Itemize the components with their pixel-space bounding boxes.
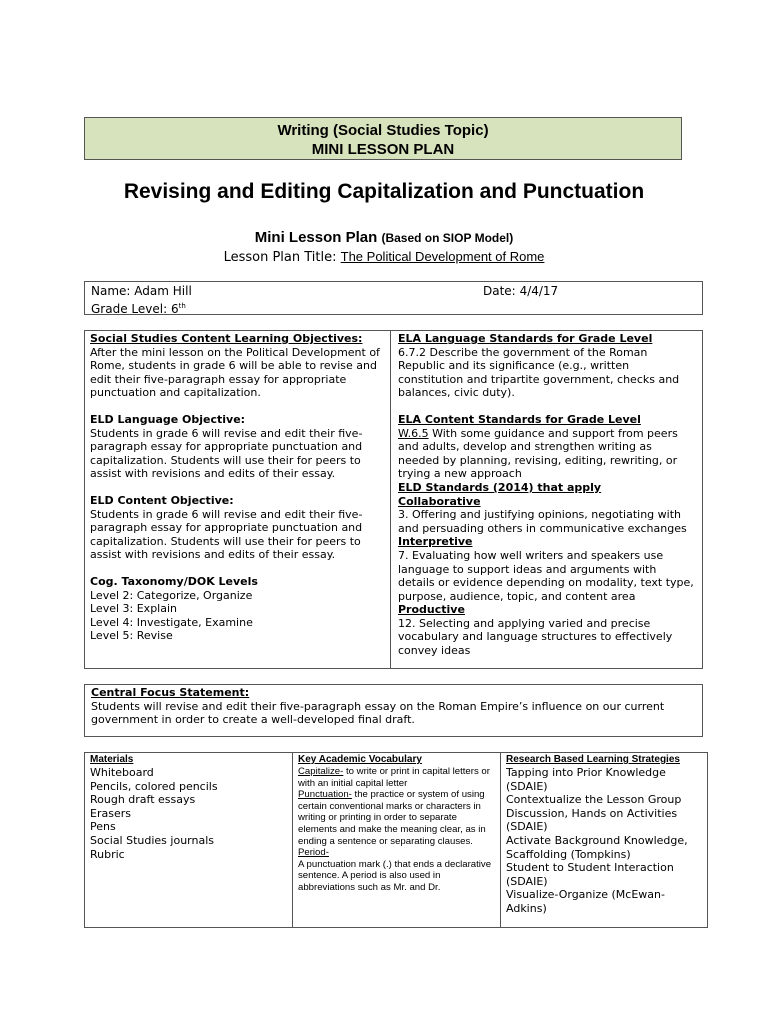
strategy-item: Activate Background Knowledge, Scaffolding (Tompkins) — [506, 833, 688, 861]
dok-level: Level 4: Investigate, Examine — [90, 615, 253, 629]
lesson-plan-title-label: Lesson Plan Title: — [223, 250, 337, 265]
vocab-punctuation — [298, 789, 495, 847]
ela-content-desc: With some guidance and support from peers and adults, develop and strengthen writing as needed by planning, revising, editing, rewriting, or trying a new approach — [398, 426, 678, 481]
materials-item: Rubric — [90, 847, 125, 861]
central-focus-text: Students will revise and edit their five-paragraph essay on the Roman Empire’s influence on our current government in order to create a well-developed final draft. — [91, 699, 665, 727]
objectives-column — [85, 331, 391, 668]
materials-column — [85, 753, 293, 927]
central-focus-box — [84, 684, 703, 737]
materials-item: Erasers — [90, 806, 131, 820]
materials-item: Rough draft essays — [90, 793, 196, 807]
interpretive-text: 7. Evaluating how well writers and speakers use language to support ideas and arguments with details or evidence depending on modality, text type, purpose, audience, topic, and content area — [398, 548, 694, 603]
name-label: Name: — [91, 284, 131, 298]
eld-language-heading: ELD Language Objective: — [90, 412, 246, 426]
subtitle-note: (Based on SIOP Model) — [381, 231, 514, 245]
vocab-term: Capitalize- — [298, 766, 344, 777]
vocab-definition: to write or print in capital letters or with an initial capital letter — [298, 766, 490, 789]
materials-item: Pens — [90, 820, 116, 834]
productive-heading: Productive — [398, 603, 465, 617]
teacher-info-box — [84, 281, 703, 315]
document-header — [84, 117, 682, 160]
strategies-heading: Research Based Learning Strategies — [506, 754, 680, 765]
strategy-item: Tapping into Prior Knowledge (SDAIE) — [506, 766, 666, 793]
date-value: 4/4/17 — [519, 284, 559, 298]
collaborative-heading: Collaborative — [398, 494, 481, 508]
ela-content-text — [398, 427, 695, 481]
materials-table — [84, 752, 708, 928]
materials-item: Pencils, colored pencils — [90, 779, 218, 793]
vocab-definition: the practice or system of using certain conventional marks or characters in writing or printing in order to separate elements and make the meaning clear, as in ending a sentence or separating clauses. — [298, 789, 486, 847]
collaborative-text: 3. Offering and justifying opinions, negotiating with and persuading others in communicative exchanges — [398, 508, 687, 535]
header-line2: MINI LESSON PLAN — [311, 141, 455, 158]
lesson-plan-title-line — [0, 249, 768, 265]
subtitle-main: Mini Lesson Plan — [254, 229, 378, 246]
ela-content-code: W.6.5 — [398, 426, 429, 440]
materials-heading: Materials — [90, 754, 134, 765]
ela-language-text: 6.7.2 Describe the government of the Roman Republic and its significance (e.g., written constitution and tripartite government, checks and balances, civic duty). — [398, 345, 680, 400]
date-line — [483, 284, 558, 299]
strategies-column — [501, 753, 707, 927]
dok-level: Level 2: Categorize, Organize — [90, 588, 253, 602]
ela-language-heading: ELA Language Standards for Grade Level — [398, 332, 653, 345]
vocab-capitalize — [298, 766, 495, 789]
vocab-term: Period- — [298, 847, 329, 859]
grade-label: Grade Level — [91, 302, 164, 316]
strategy-item: Visualize-Organize (McEwan-Adkins) — [506, 888, 665, 915]
eld-content-text: Students in grade 6 will revise and edit their five-paragraph essay for appropriate punctuation and capitalization. Students will use their for peers to assist with revisions and edits of their essay. — [90, 507, 363, 562]
central-focus-heading: Central Focus Statement: — [91, 686, 250, 699]
vocab-term: Punctuation- — [298, 789, 352, 801]
dok-level: Level 3: Explain — [90, 602, 178, 616]
date-label: Date: — [483, 284, 516, 298]
dok-level: Level 5: Revise — [90, 629, 173, 643]
lesson-plan-title-value: The Political Development of Rome — [340, 249, 545, 264]
page-title: Revising and Editing Capitalization and Punctuation — [123, 180, 645, 203]
grade-sup: th — [178, 302, 186, 310]
vocabulary-heading: Key Academic Vocabulary — [298, 754, 422, 765]
objectives-table — [84, 330, 703, 669]
strategy-item: Student to Student Interaction (SDAIE) — [506, 861, 674, 888]
dok-heading: Cog. Taxonomy/DOK Levels — [90, 574, 258, 588]
interpretive-heading: Interpretive — [398, 535, 473, 549]
vocab-definition: A punctuation mark (.) that ends a declarative sentence. A period is also used in abbreviations such as Mr. and Dr. — [298, 858, 492, 893]
vocabulary-column — [293, 753, 501, 927]
subtitle-line — [0, 229, 768, 246]
name-line — [91, 284, 696, 299]
materials-item: Whiteboard — [90, 766, 154, 779]
header-line1: Writing (Social Studies Topic) — [277, 122, 489, 139]
eld-standards-heading: ELD Standards (2014) that apply — [398, 480, 602, 494]
ela-content-heading: ELA Content Standards for Grade Level — [398, 412, 641, 426]
standards-column — [391, 331, 702, 668]
name-value: Adam Hill — [134, 284, 192, 298]
grade-value: 6 — [170, 302, 179, 316]
eld-language-text: Students in grade 6 will revise and edit their five-paragraph essay for appropriate punctuation and capitalization. Students will use their for peers to assist with revisions and edits of their essay. — [90, 426, 363, 481]
productive-text: 12. Selecting and applying varied and precise vocabulary and language structures to effectively convey ideas — [398, 616, 673, 658]
ss-objectives-text: After the mini lesson on the Political Development of Rome, students in grade 6 will be able to revise and edit their five-paragraph essay for appropriate punctuation and capitalization. — [90, 345, 380, 400]
materials-item: Social Studies journals — [90, 833, 214, 847]
eld-content-heading: ELD Content Objective: — [90, 493, 234, 507]
ss-objectives-heading: Social Studies Content Learning Objectives: — [90, 332, 363, 345]
strategy-item: Contextualize the Lesson Group Discussion, Hands on Activities (SDAIE) — [506, 793, 682, 834]
grade-line: Grade Level: 6th — [91, 302, 186, 316]
